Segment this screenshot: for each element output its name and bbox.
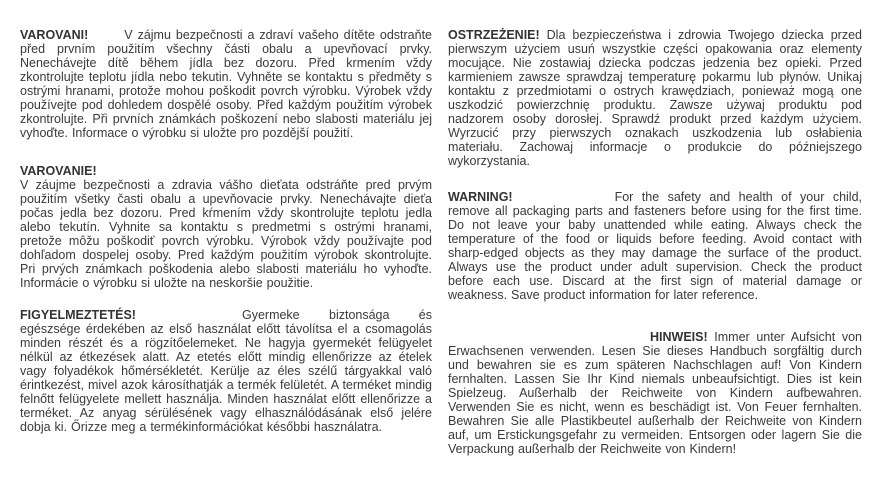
warning-block-czech xyxy=(20,28,432,140)
warning-block-polish xyxy=(448,28,862,168)
hungarian-warning-heading: FIGYELMEZTETÉS! xyxy=(20,308,136,322)
slovak-warning-heading: VAROVANIE! xyxy=(20,164,97,178)
heading-gap xyxy=(513,200,615,201)
warning-block-hungarian xyxy=(20,308,432,434)
warning-block-english xyxy=(448,190,862,302)
german-warning-body: Immer unter Aufsicht von Erwachsenen verwenden. Lesen Sie dieses Handbuch sorgfältig durch und bewahren sie es zum späteren Nachschlagen auf! Von Kindern fernhalten. Lassen Sie Ihr Kind niemals unbeaufsichtigt. Dies ist kein Spielzeug. Außerhalb der Reichweite von Kindern aufbewahren. Verwenden Sie es nicht, wenn es beschädigt ist. Von Feuer fernhalten. Bewahren Sie alle Plastikbeutel außerhalb der Reichweite von Kindern auf, um Erstickungsgefahr zu vermeiden. Entsorgen oder lagern Sie die Verpackung außerhalb der Reichweite von Kindern! xyxy=(448,330,862,456)
warning-block-slovak xyxy=(20,164,432,290)
right-column xyxy=(448,28,862,456)
heading-gap xyxy=(136,318,242,319)
warning-block-german xyxy=(448,330,862,456)
left-column xyxy=(20,28,432,434)
polish-warning-body: Dla bezpieczeństwa i zdrowia Twojego dziecka przed pierwszym użyciem usuń wszystkie części opakowania oraz elementy mocujące. Nie zostawiaj dziecka podczas jedzenia bez opieki. Przed karmieniem zawsze sprawdzaj temperaturę pokarmu lub płynów. Unikaj kontaktu z przedmiotami o ostrych krawędziach, ponieważ mogą one uszkodzić powierzchnię produktu. Zawsze używaj produktu pod nadzorem osoby dorosłej. Sprawdź produkt przed każdym użyciem. Wyrzucić przy pierwszych oznakach uszkodzenia lub osłabienia materiału. Zachowaj informacje o produkcie do późniejszego wykorzystania. xyxy=(448,28,862,168)
czech-warning-body: V zájmu bezpečnosti a zdraví vašeho dítěte odstraňte před prvním použitím všechny části obalu a upevňovací prvky. Nenechávejte dítě během jídla bez dozoru. Před krmením vždy zkontrolujte teplotu jídla nebo tekutin. Vyhněte se kontaktu s předměty s ostrými hranami, protože mohou poškodit povrch výrobku. Výrobek vždy používejte pod dohledem dospělé osoby. Před každým použitím výrobek zkontrolujte. Při prvních známkách poškození nebo slabosti materiálu jej vyhoďte. Informace o výrobku si uložte pro pozdější použití. xyxy=(20,28,432,140)
slovak-warning-body: V záujme bezpečnosti a zdravia vášho dieťata odstráňte pred prvým použitím všetky časti obalu a upevňovacie prvky. Nenechávajte dieťa počas jedla bez dozoru. Pred kŕmením vždy skontrolujte teplotu jedla alebo tekutín. Vyhnite sa kontaktu s predmetmi s ostrými hranami, pretože môžu poškodiť povrch výrobku. Výrobok vždy používajte pod dohľadom dospelej osoby. Pred každým použitím výrobok skontrolujte. Pri prvých známkach poškodenia alebo slabosti materiálu ho vyhoďte. Informácie o výrobku si uložte na neskoršie použitie. xyxy=(20,178,432,290)
czech-warning-heading: VAROVANI! xyxy=(20,28,89,42)
english-warning-body: For the safety and health of your child, remove all packaging parts and fasteners before using for the first time. Do not leave your baby unattended while eating. Always check the temperature of the food or liquids before feeding. Avoid contact with sharp-edged objects as they may damage the surface of the product. Always use the product under adult supervision. Check the product before each use. Discard at the first sign of material damage or weakness. Save product information for later reference. xyxy=(448,190,862,302)
heading-gap xyxy=(88,38,124,39)
polish-warning-heading: OSTRZEŻENIE! xyxy=(448,28,540,42)
hungarian-warning-body: Gyermeke biztonsága és egészsége érdekében az első használat előtt távolítsa el a csomagolás minden részét és a rögzítőelemeket. Ne hagyja gyermekét felügyelet nélkül az étkezések alatt. Az etetés előtt mindig ellenőrizze az ételek vagy folyadékok hőmérsékletét. Kerülje az éles szélű tárgyakkal való érintkezést, mivel azok károsíthatják a termék felületét. A terméket mindig felnőtt felügyelete mellett használja. Minden használat előtt ellenőrizze a terméket. Az anyag sérülésének vagy elhasználódásának első jelére dobja ki. Őrizze meg a termékinformációkat későbbi használatra. xyxy=(20,308,432,434)
english-warning-heading: WARNING! xyxy=(448,190,513,204)
german-warning-heading: HINWEIS! xyxy=(650,330,708,344)
